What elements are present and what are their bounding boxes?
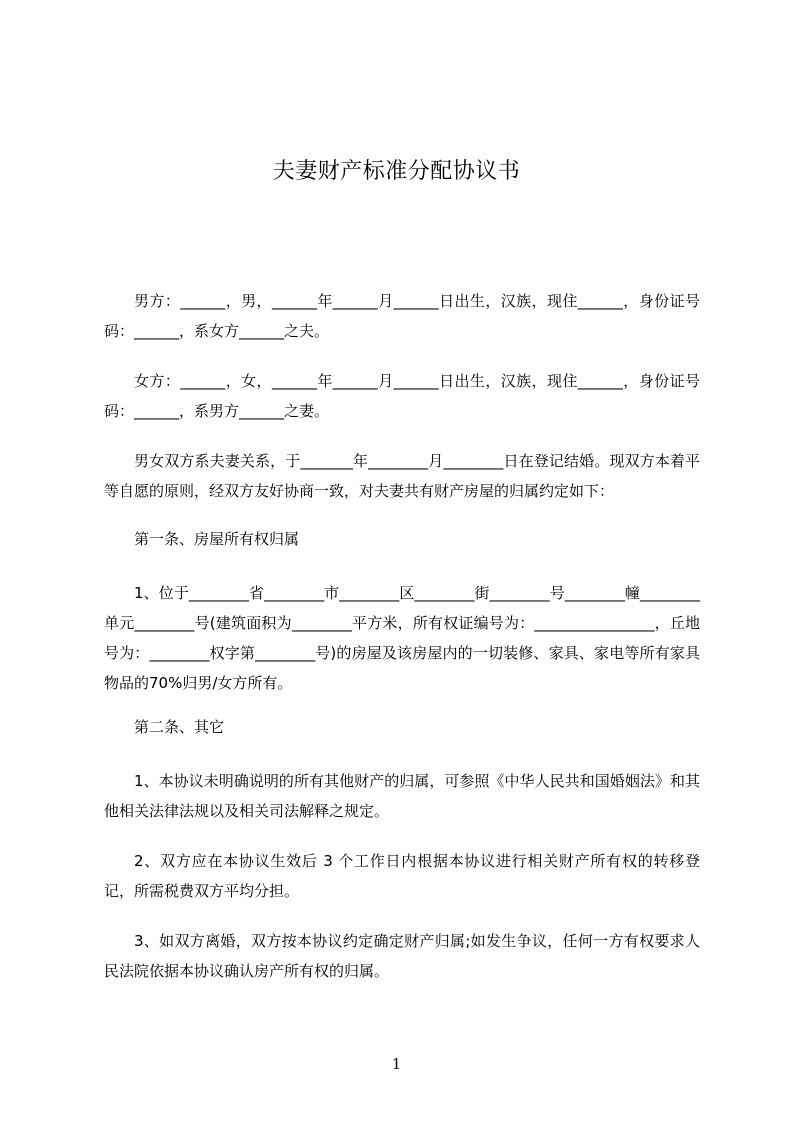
- article2-item1-paragraph: 1、本协议未明确说明的所有其他财产的归属，可参照《中华人民共和国婚姻法》和其他相关法律法规以及相关司法解释之规定。: [104, 772, 700, 820]
- article2-item2-paragraph: 2、双方应在本协议生效后 3 个工作日内根据本协议进行相关财产所有权的转移登记，所需税费双方平均分担。: [104, 852, 700, 900]
- article1-heading: 第一条、房屋所有权归属: [134, 530, 300, 548]
- male-party-paragraph: 男方：______，男，______年______月______日出生，汉族，现住______，身份证号码：______，系女方______之夫。: [104, 292, 700, 340]
- document-title: 夫妻财产标准分配协议书: [272, 158, 521, 184]
- article1-item1-paragraph: 1、位于________省________市________区________街________号________幢________单元________号(建筑面积为________平方米，所有权证编号为：________________，丘地号为：________权字第________号)的房屋及该房屋内的一切装修、家具、家电等所有家具物品的70%归男/女方所有。: [104, 584, 700, 692]
- article2-item3-paragraph: 3、如双方离婚，双方按本协议约定确定财产归属;如发生争议，任何一方有权要求人民法院依据本协议确认房产所有权的归属。: [104, 932, 700, 980]
- page-number: 1: [391, 1055, 402, 1073]
- article2-heading: 第二条、其它: [134, 718, 225, 736]
- female-party-paragraph: 女方：______，女，______年______月______日出生，汉族，现住______，身份证号码：______，系男方______之妻。: [104, 372, 700, 420]
- intro-paragraph: 男女双方系夫妻关系，于_______年________月________日在登记结婚。现双方本着平等自愿的原则，经双方友好协商一致，对夫妻共有财产房屋的归属约定如下：: [104, 452, 700, 500]
